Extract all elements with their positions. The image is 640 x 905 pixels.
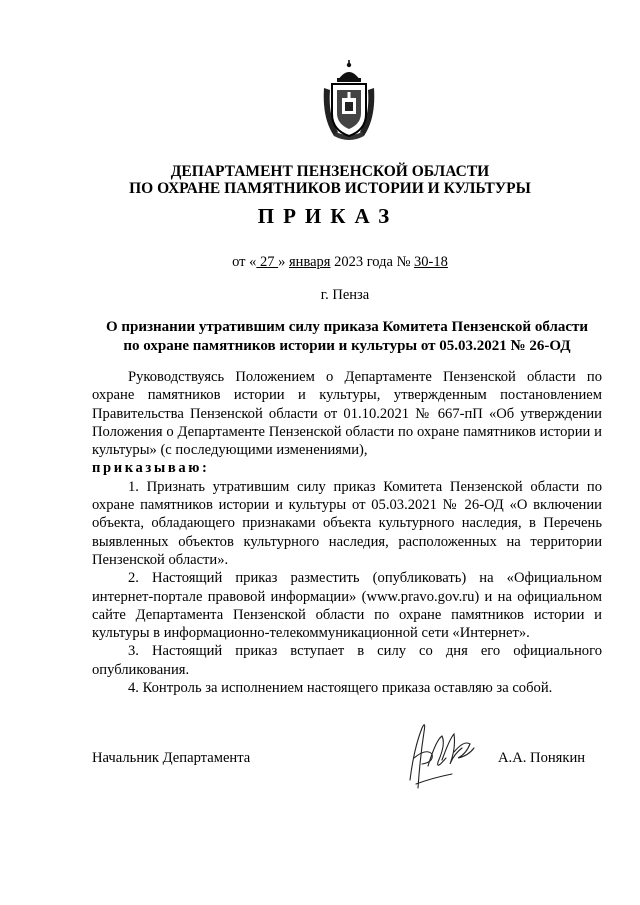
- order-title: ПРИКАЗ: [257, 204, 399, 228]
- signatory-position: Начальник Департамента: [92, 750, 251, 766]
- order-city: г. Пенза: [320, 287, 370, 303]
- date-year: 2023 года №: [330, 254, 415, 270]
- order-body: [92, 368, 602, 697]
- signatory-name: А.А. Понякин: [498, 750, 586, 766]
- subject-line2: по охране памятников истории и культуры от 05.03.2021 № 26-ОД: [123, 338, 571, 354]
- decree-word: [92, 459, 602, 477]
- order-subject: [92, 318, 602, 356]
- decree-word-text: приказываю:: [92, 460, 210, 477]
- order-month: января: [289, 254, 331, 270]
- date-separator: »: [278, 254, 290, 270]
- order-number: 30-18: [414, 254, 448, 270]
- item-2-paragraph: 2. Настоящий приказ разместить (опубликовать) на «Официальном интернет-портале правовой информации» (www.pravo.gov.ru) и на официальном сайте Департамента Пензенской области по охране памятников истории и культуры в информационно-телекоммуникационной сети «Интернет».: [92, 570, 602, 642]
- date-prefix: от «: [232, 254, 257, 270]
- item-1-paragraph: 1. Признать утратившим силу приказ Комитета Пензенской области по охране памятников истории и культуры от 05.03.2021 № 26-ОД «О включении объекта, обладающего признаками объекта культурного наследия, в Перечень выявленных объектов культурного наследия, расположенных на территории Пензенской области».: [92, 478, 602, 568]
- department-name-line2: ПО ОХРАНЕ ПАМЯТНИКОВ ИСТОРИИ И КУЛЬТУРЫ: [129, 180, 531, 197]
- handwritten-signature: [392, 718, 488, 796]
- order-day: 27: [256, 254, 279, 270]
- subject-line1: О признании утратившим силу приказа Комитета Пензенской области: [105, 319, 589, 335]
- order-date-line: [0, 254, 640, 271]
- department-name-line1: ДЕПАРТАМЕНТ ПЕНЗЕНСКОЙ ОБЛАСТИ: [170, 163, 490, 180]
- item-4-paragraph: 4. Контроль за исполнением настоящего приказа оставляю за собой.: [128, 680, 553, 697]
- coat-of-arms-icon: [318, 58, 380, 142]
- preamble-paragraph: Руководствуясь Положением о Департаменте Пензенской области по охране памятников истории и культуры, утвержденным постановлением Правительства Пензенской области от 01.10.2021 № 667-пП «Об утверждении Положения о Департаменте Пензенской области по охране памятников истории и культуры» (с последующими изменениями),: [92, 369, 602, 459]
- item-3-paragraph: 3. Настоящий приказ вступает в силу со дня его официального опубликования.: [92, 643, 602, 678]
